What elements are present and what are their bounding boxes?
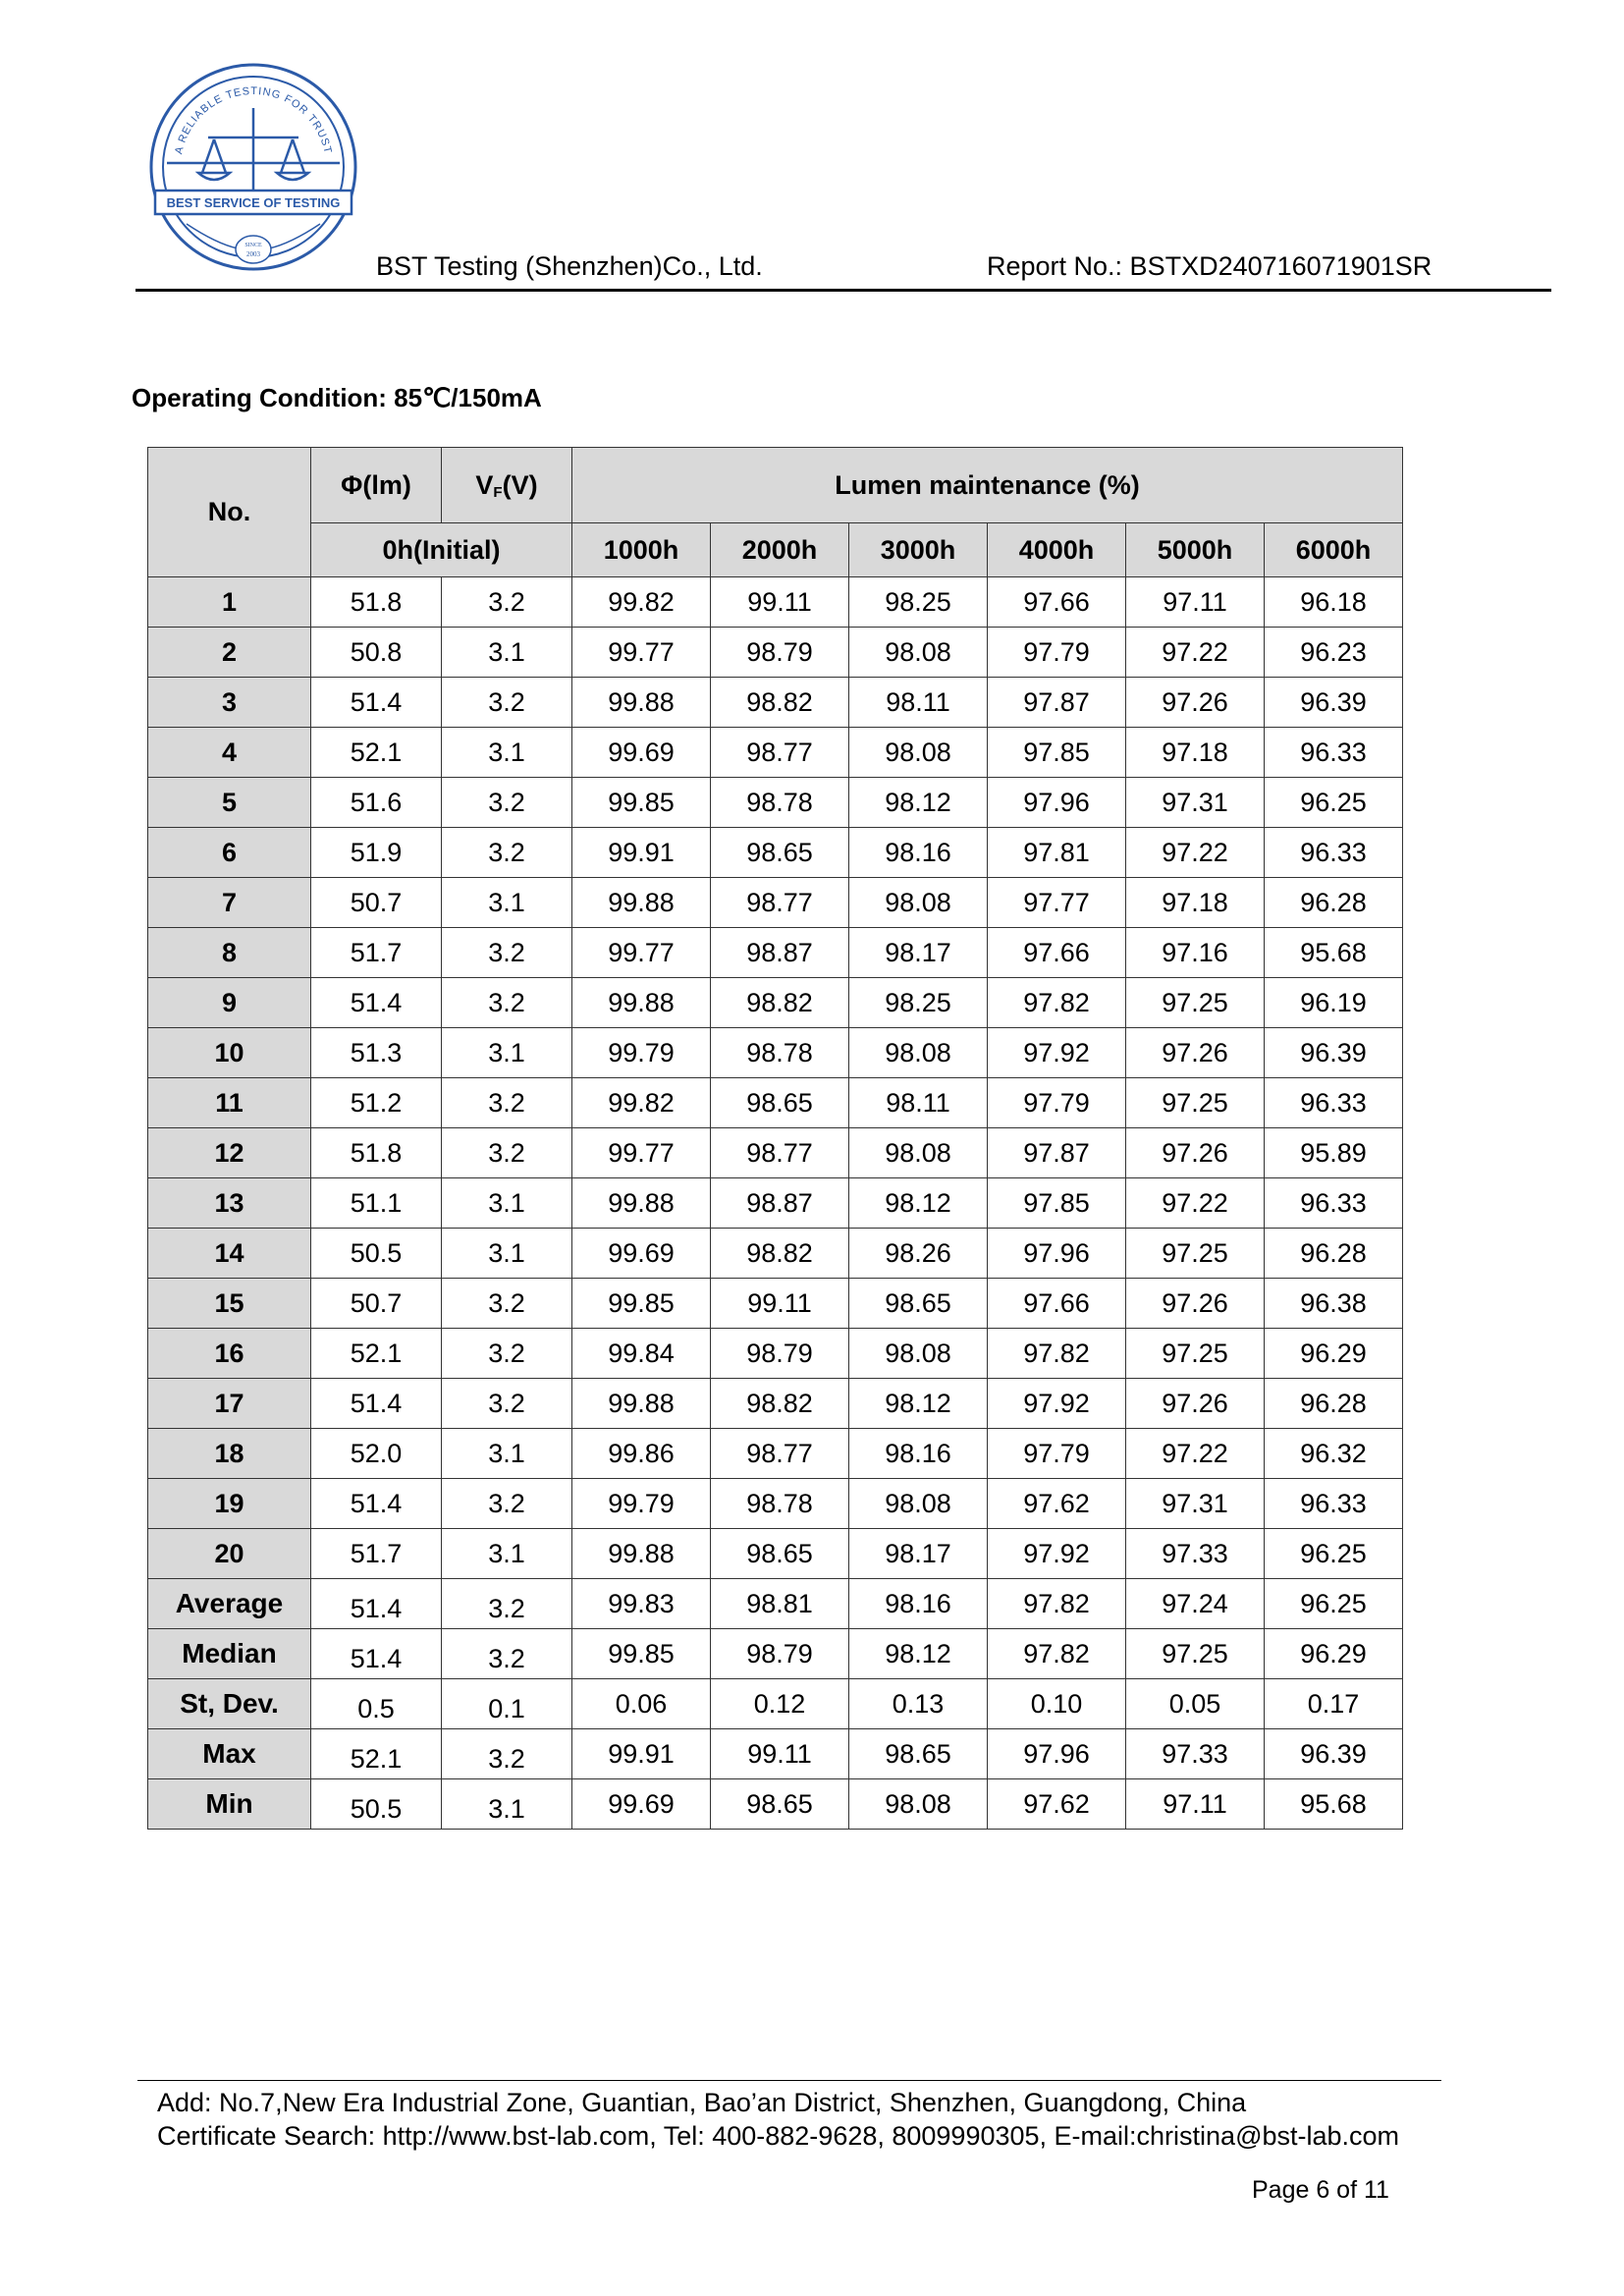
cell-lumen: 98.08 [849, 1028, 988, 1078]
cell-vf: 3.1 [442, 1229, 572, 1279]
cell-vf: 3.1 [442, 628, 572, 678]
cell-lumen: 97.25 [1126, 978, 1265, 1028]
cell-lumen: 99.88 [572, 678, 711, 728]
table-row [148, 678, 1403, 728]
cell-lumen: 96.33 [1265, 1479, 1403, 1529]
cell-lumen: 97.25 [1126, 1078, 1265, 1128]
cell-flux: 50.5 [311, 1229, 442, 1279]
cell-lumen: 98.08 [849, 728, 988, 778]
cell-lumen: 99.77 [572, 628, 711, 678]
operating-condition: Operating Condition: 85℃/150mA [132, 383, 542, 412]
cell-flux: 52.1 [311, 1729, 442, 1779]
cell-lumen: 99.88 [572, 1178, 711, 1229]
cell-vf: 3.1 [442, 1779, 572, 1830]
cell-flux: 51.8 [311, 577, 442, 628]
table-row [148, 1379, 1403, 1429]
cell-vf: 3.2 [442, 828, 572, 878]
cell-vf: 3.2 [442, 1479, 572, 1529]
cell-lumen: 99.82 [572, 1078, 711, 1128]
cell-lumen: 99.91 [572, 828, 711, 878]
cell-lumen: 99.91 [572, 1729, 711, 1779]
cell-vf: 3.1 [442, 1178, 572, 1229]
cell-vf: 3.1 [442, 1028, 572, 1078]
cell-lumen: 97.31 [1126, 778, 1265, 828]
cell-vf: 3.1 [442, 878, 572, 928]
col-header-4000h: 4000h [988, 523, 1126, 577]
table-row [148, 1679, 1403, 1729]
col-header-3000h: 3000h [849, 523, 988, 577]
cell-lumen: 97.79 [988, 628, 1126, 678]
cell-lumen: 96.33 [1265, 1178, 1403, 1229]
cell-lumen: 98.16 [849, 1579, 988, 1629]
cell-lumen: 96.28 [1265, 1379, 1403, 1429]
logo-banner-text: BEST SERVICE OF TESTING [166, 195, 341, 210]
cell-flux: 51.4 [311, 1579, 442, 1629]
cell-lumen: 98.08 [849, 878, 988, 928]
cell-lumen: 97.85 [988, 1178, 1126, 1229]
cell-flux: 50.7 [311, 878, 442, 928]
cell-lumen: 98.77 [711, 1429, 849, 1479]
cell-lumen: 98.25 [849, 978, 988, 1028]
cell-no: 18 [148, 1429, 311, 1479]
cell-lumen: 0.12 [711, 1679, 849, 1729]
cell-lumen: 97.18 [1126, 878, 1265, 928]
cell-no: Min [148, 1779, 311, 1830]
col-header-no: No. [148, 448, 311, 577]
cell-no: 9 [148, 978, 311, 1028]
footer-contact [157, 2086, 1399, 2153]
footer-certificate: Certificate Search: http://www.bst-lab.com, Tel: 400-882-9628, 8009990305, E-mail:christina@bst-lab.com [157, 2121, 1400, 2151]
table-row [148, 1779, 1403, 1830]
col-header-lumen: Lumen maintenance (%) [572, 448, 1403, 523]
table-row [148, 728, 1403, 778]
cell-lumen: 99.88 [572, 878, 711, 928]
cell-lumen: 98.11 [849, 678, 988, 728]
cell-flux: 51.4 [311, 1629, 442, 1679]
table-row [148, 1429, 1403, 1479]
cell-lumen: 98.81 [711, 1579, 849, 1629]
cell-no: 2 [148, 628, 311, 678]
cell-lumen: 96.39 [1265, 678, 1403, 728]
cell-lumen: 98.16 [849, 1429, 988, 1479]
cell-lumen: 99.88 [572, 1529, 711, 1579]
cell-flux: 51.4 [311, 978, 442, 1028]
cell-lumen: 97.24 [1126, 1579, 1265, 1629]
cell-lumen: 98.65 [849, 1279, 988, 1329]
cell-no: 19 [148, 1479, 311, 1529]
cell-lumen: 98.65 [711, 828, 849, 878]
cell-lumen: 96.39 [1265, 1028, 1403, 1078]
cell-vf: 3.2 [442, 1279, 572, 1329]
table-row [148, 978, 1403, 1028]
cell-lumen: 97.22 [1126, 828, 1265, 878]
cell-lumen: 97.79 [988, 1429, 1126, 1479]
cell-lumen: 97.25 [1126, 1229, 1265, 1279]
cell-lumen: 98.79 [711, 1329, 849, 1379]
page-number: Page 6 of 11 [1252, 2176, 1389, 2204]
lumen-table-container [147, 447, 1403, 1830]
cell-no: 17 [148, 1379, 311, 1429]
table-row [148, 1479, 1403, 1529]
cell-vf: 3.1 [442, 1429, 572, 1479]
cell-vf: 3.2 [442, 1629, 572, 1679]
cell-lumen: 99.79 [572, 1028, 711, 1078]
cell-lumen: 99.11 [711, 577, 849, 628]
cell-vf: 3.2 [442, 678, 572, 728]
logo-year: 2003 [246, 250, 260, 258]
cell-vf: 3.2 [442, 1128, 572, 1178]
cell-lumen: 0.17 [1265, 1679, 1403, 1729]
col-header-5000h: 5000h [1126, 523, 1265, 577]
cell-lumen: 98.82 [711, 978, 849, 1028]
cell-lumen: 97.33 [1126, 1529, 1265, 1579]
cell-lumen: 96.25 [1265, 778, 1403, 828]
cell-no: 6 [148, 828, 311, 878]
cell-lumen: 99.79 [572, 1479, 711, 1529]
cell-lumen: 98.16 [849, 828, 988, 878]
cell-lumen: 97.81 [988, 828, 1126, 878]
table-row [148, 878, 1403, 928]
table-row [148, 1729, 1403, 1779]
cell-lumen: 97.26 [1126, 678, 1265, 728]
table-row [148, 1629, 1403, 1679]
table-row [148, 1128, 1403, 1178]
table-row [148, 577, 1403, 628]
cell-vf: 0.1 [442, 1679, 572, 1729]
cell-no: 4 [148, 728, 311, 778]
cell-vf: 3.2 [442, 928, 572, 978]
cell-lumen: 99.85 [572, 1629, 711, 1679]
cell-lumen: 98.17 [849, 928, 988, 978]
cell-lumen: 98.65 [711, 1779, 849, 1830]
cell-lumen: 98.78 [711, 778, 849, 828]
cell-lumen: 99.77 [572, 1128, 711, 1178]
cell-flux: 50.5 [311, 1779, 442, 1830]
cell-lumen: 97.82 [988, 1629, 1126, 1679]
table-body [148, 577, 1403, 1830]
cell-lumen: 99.84 [572, 1329, 711, 1379]
cell-lumen: 97.26 [1126, 1279, 1265, 1329]
cell-lumen: 0.06 [572, 1679, 711, 1729]
col-header-2000h: 2000h [711, 523, 849, 577]
cell-lumen: 96.32 [1265, 1429, 1403, 1479]
cell-lumen: 97.77 [988, 878, 1126, 928]
cell-lumen: 98.78 [711, 1028, 849, 1078]
cell-flux: 51.8 [311, 1128, 442, 1178]
cell-lumen: 98.26 [849, 1229, 988, 1279]
cell-lumen: 98.17 [849, 1529, 988, 1579]
cell-lumen: 99.11 [711, 1729, 849, 1779]
cell-lumen: 98.65 [711, 1078, 849, 1128]
cell-no: Median [148, 1629, 311, 1679]
cell-lumen: 98.65 [849, 1729, 988, 1779]
cell-flux: 51.7 [311, 928, 442, 978]
cell-lumen: 99.77 [572, 928, 711, 978]
cell-flux: 52.1 [311, 1329, 442, 1379]
cell-no: 15 [148, 1279, 311, 1329]
cell-lumen: 99.82 [572, 577, 711, 628]
cell-lumen: 99.69 [572, 1229, 711, 1279]
cell-vf: 3.1 [442, 728, 572, 778]
cell-lumen: 98.79 [711, 628, 849, 678]
cell-lumen: 97.92 [988, 1379, 1126, 1429]
cell-vf: 3.2 [442, 1729, 572, 1779]
cell-lumen: 96.33 [1265, 728, 1403, 778]
cell-lumen: 97.22 [1126, 628, 1265, 678]
cell-lumen: 98.82 [711, 1379, 849, 1429]
cell-no: 5 [148, 778, 311, 828]
cell-lumen: 97.16 [1126, 928, 1265, 978]
vf-main: V [475, 469, 494, 500]
cell-lumen: 97.66 [988, 928, 1126, 978]
cell-lumen: 97.26 [1126, 1028, 1265, 1078]
cell-lumen: 97.92 [988, 1529, 1126, 1579]
cell-lumen: 98.08 [849, 1128, 988, 1178]
cell-lumen: 96.18 [1265, 577, 1403, 628]
table-row [148, 628, 1403, 678]
lumen-maintenance-table [147, 447, 1403, 1830]
table-row [148, 1229, 1403, 1279]
cell-lumen: 99.83 [572, 1579, 711, 1629]
cell-lumen: 96.33 [1265, 828, 1403, 878]
cell-lumen: 98.82 [711, 678, 849, 728]
cell-lumen: 97.11 [1126, 577, 1265, 628]
cell-flux: 51.3 [311, 1028, 442, 1078]
cell-vf: 3.2 [442, 1078, 572, 1128]
cell-lumen: 96.23 [1265, 628, 1403, 678]
cell-lumen: 0.05 [1126, 1679, 1265, 1729]
table-row [148, 1028, 1403, 1078]
cell-lumen: 98.12 [849, 1178, 988, 1229]
cell-lumen: 96.29 [1265, 1629, 1403, 1679]
cell-lumen: 99.85 [572, 1279, 711, 1329]
cell-lumen: 97.25 [1126, 1629, 1265, 1679]
cell-lumen: 97.22 [1126, 1178, 1265, 1229]
cell-lumen: 97.26 [1126, 1128, 1265, 1178]
company-name: BST Testing (Shenzhen)Co., Ltd. [376, 251, 763, 281]
cell-flux: 51.4 [311, 1479, 442, 1529]
cell-lumen: 98.08 [849, 1329, 988, 1379]
cell-no: 12 [148, 1128, 311, 1178]
cell-lumen: 98.78 [711, 1479, 849, 1529]
cell-lumen: 98.77 [711, 728, 849, 778]
cell-lumen: 96.25 [1265, 1579, 1403, 1629]
cell-no: Max [148, 1729, 311, 1779]
cell-lumen: 99.86 [572, 1429, 711, 1479]
cell-lumen: 97.96 [988, 1729, 1126, 1779]
table-row [148, 1178, 1403, 1229]
cell-vf: 3.2 [442, 1379, 572, 1429]
logo-arc-text: A RELIABLE TESTING FOR TRUST [173, 84, 334, 156]
cell-no: 3 [148, 678, 311, 728]
vf-unit: (V) [502, 469, 538, 500]
cell-flux: 51.4 [311, 678, 442, 728]
cell-lumen: 97.82 [988, 1579, 1126, 1629]
cell-vf: 3.1 [442, 1529, 572, 1579]
cell-flux: 51.9 [311, 828, 442, 878]
cell-lumen: 99.69 [572, 1779, 711, 1830]
cell-flux: 51.6 [311, 778, 442, 828]
cell-lumen: 96.38 [1265, 1279, 1403, 1329]
cell-lumen: 0.13 [849, 1679, 988, 1729]
cell-no: 1 [148, 577, 311, 628]
cell-lumen: 97.82 [988, 1329, 1126, 1379]
footer-divider [137, 2080, 1441, 2081]
cell-no: 20 [148, 1529, 311, 1579]
table-row [148, 1329, 1403, 1379]
table-row [148, 1579, 1403, 1629]
cell-lumen: 99.88 [572, 978, 711, 1028]
vf-sub: F [493, 483, 503, 501]
cell-lumen: 99.88 [572, 1379, 711, 1429]
cell-flux: 51.1 [311, 1178, 442, 1229]
cell-lumen: 98.79 [711, 1629, 849, 1679]
cell-lumen: 98.87 [711, 1178, 849, 1229]
cell-vf: 3.2 [442, 1579, 572, 1629]
footer-address: Add: No.7,New Era Industrial Zone, Guantian, Bao’an District, Shenzhen, Guangdong, China [157, 2088, 1247, 2117]
cell-lumen: 97.96 [988, 1229, 1126, 1279]
cell-lumen: 96.28 [1265, 1229, 1403, 1279]
cell-vf: 3.2 [442, 778, 572, 828]
cell-lumen: 99.11 [711, 1279, 849, 1329]
cell-lumen: 98.12 [849, 1629, 988, 1679]
cell-lumen: 97.31 [1126, 1479, 1265, 1529]
table-row [148, 828, 1403, 878]
cell-no: 11 [148, 1078, 311, 1128]
report-number: Report No.: BSTXD240716071901SR [987, 251, 1433, 281]
cell-no: Average [148, 1579, 311, 1629]
cell-lumen: 97.87 [988, 1128, 1126, 1178]
cell-no: 16 [148, 1329, 311, 1379]
cell-lumen: 98.12 [849, 1379, 988, 1429]
cell-lumen: 0.10 [988, 1679, 1126, 1729]
cell-flux: 51.7 [311, 1529, 442, 1579]
cell-no: 10 [148, 1028, 311, 1078]
cell-lumen: 96.25 [1265, 1529, 1403, 1579]
cell-flux: 52.1 [311, 728, 442, 778]
cell-lumen: 98.25 [849, 577, 988, 628]
cell-no: 8 [148, 928, 311, 978]
cell-lumen: 98.77 [711, 1128, 849, 1178]
cell-lumen: 96.19 [1265, 978, 1403, 1028]
cell-lumen: 97.62 [988, 1479, 1126, 1529]
cell-lumen: 99.69 [572, 728, 711, 778]
cell-flux: 50.8 [311, 628, 442, 678]
cell-lumen: 98.11 [849, 1078, 988, 1128]
cell-lumen: 97.25 [1126, 1329, 1265, 1379]
cell-lumen: 97.33 [1126, 1729, 1265, 1779]
cell-flux: 51.2 [311, 1078, 442, 1128]
cell-lumen: 97.22 [1126, 1429, 1265, 1479]
cell-lumen: 97.87 [988, 678, 1126, 728]
header-divider [135, 289, 1551, 292]
cell-vf: 3.2 [442, 577, 572, 628]
cell-lumen: 96.33 [1265, 1078, 1403, 1128]
cell-lumen: 98.87 [711, 928, 849, 978]
cell-vf: 3.2 [442, 1329, 572, 1379]
cell-lumen: 97.85 [988, 728, 1126, 778]
cell-lumen: 96.39 [1265, 1729, 1403, 1779]
cell-flux: 52.0 [311, 1429, 442, 1479]
cell-lumen: 97.79 [988, 1078, 1126, 1128]
cell-lumen: 98.08 [849, 1779, 988, 1830]
cell-no: 7 [148, 878, 311, 928]
cell-lumen: 96.28 [1265, 878, 1403, 928]
cell-lumen: 98.82 [711, 1229, 849, 1279]
col-header-1000h: 1000h [572, 523, 711, 577]
logo-since: SINCE [244, 243, 262, 248]
cell-no: 14 [148, 1229, 311, 1279]
cell-lumen: 95.68 [1265, 1779, 1403, 1830]
cell-flux: 50.7 [311, 1279, 442, 1329]
col-header-vf [442, 448, 572, 523]
cell-lumen: 95.89 [1265, 1128, 1403, 1178]
table-row [148, 1529, 1403, 1579]
cell-no: 13 [148, 1178, 311, 1229]
cell-vf: 3.2 [442, 978, 572, 1028]
cell-flux: 0.5 [311, 1679, 442, 1729]
bst-seal-icon [147, 57, 358, 278]
col-header-initial: 0h(Initial) [311, 523, 572, 577]
cell-lumen: 98.08 [849, 1479, 988, 1529]
cell-lumen: 97.92 [988, 1028, 1126, 1078]
cell-lumen: 98.12 [849, 778, 988, 828]
cell-no: St, Dev. [148, 1679, 311, 1729]
cell-lumen: 97.18 [1126, 728, 1265, 778]
cell-lumen: 97.96 [988, 778, 1126, 828]
cell-lumen: 97.62 [988, 1779, 1126, 1830]
cell-lumen: 97.11 [1126, 1779, 1265, 1830]
cell-lumen: 96.29 [1265, 1329, 1403, 1379]
table-row [148, 1078, 1403, 1128]
col-header-6000h: 6000h [1265, 523, 1403, 577]
cell-lumen: 97.82 [988, 978, 1126, 1028]
cell-lumen: 98.08 [849, 628, 988, 678]
cell-lumen: 95.68 [1265, 928, 1403, 978]
table-row [148, 1279, 1403, 1329]
cell-lumen: 97.66 [988, 577, 1126, 628]
bst-logo [147, 57, 358, 278]
cell-lumen: 97.26 [1126, 1379, 1265, 1429]
table-row [148, 778, 1403, 828]
table-row [148, 928, 1403, 978]
cell-lumen: 98.77 [711, 878, 849, 928]
cell-lumen: 99.85 [572, 778, 711, 828]
cell-flux: 51.4 [311, 1379, 442, 1429]
col-header-flux: Φ(lm) [311, 448, 442, 523]
cell-lumen: 98.65 [711, 1529, 849, 1579]
cell-lumen: 97.66 [988, 1279, 1126, 1329]
